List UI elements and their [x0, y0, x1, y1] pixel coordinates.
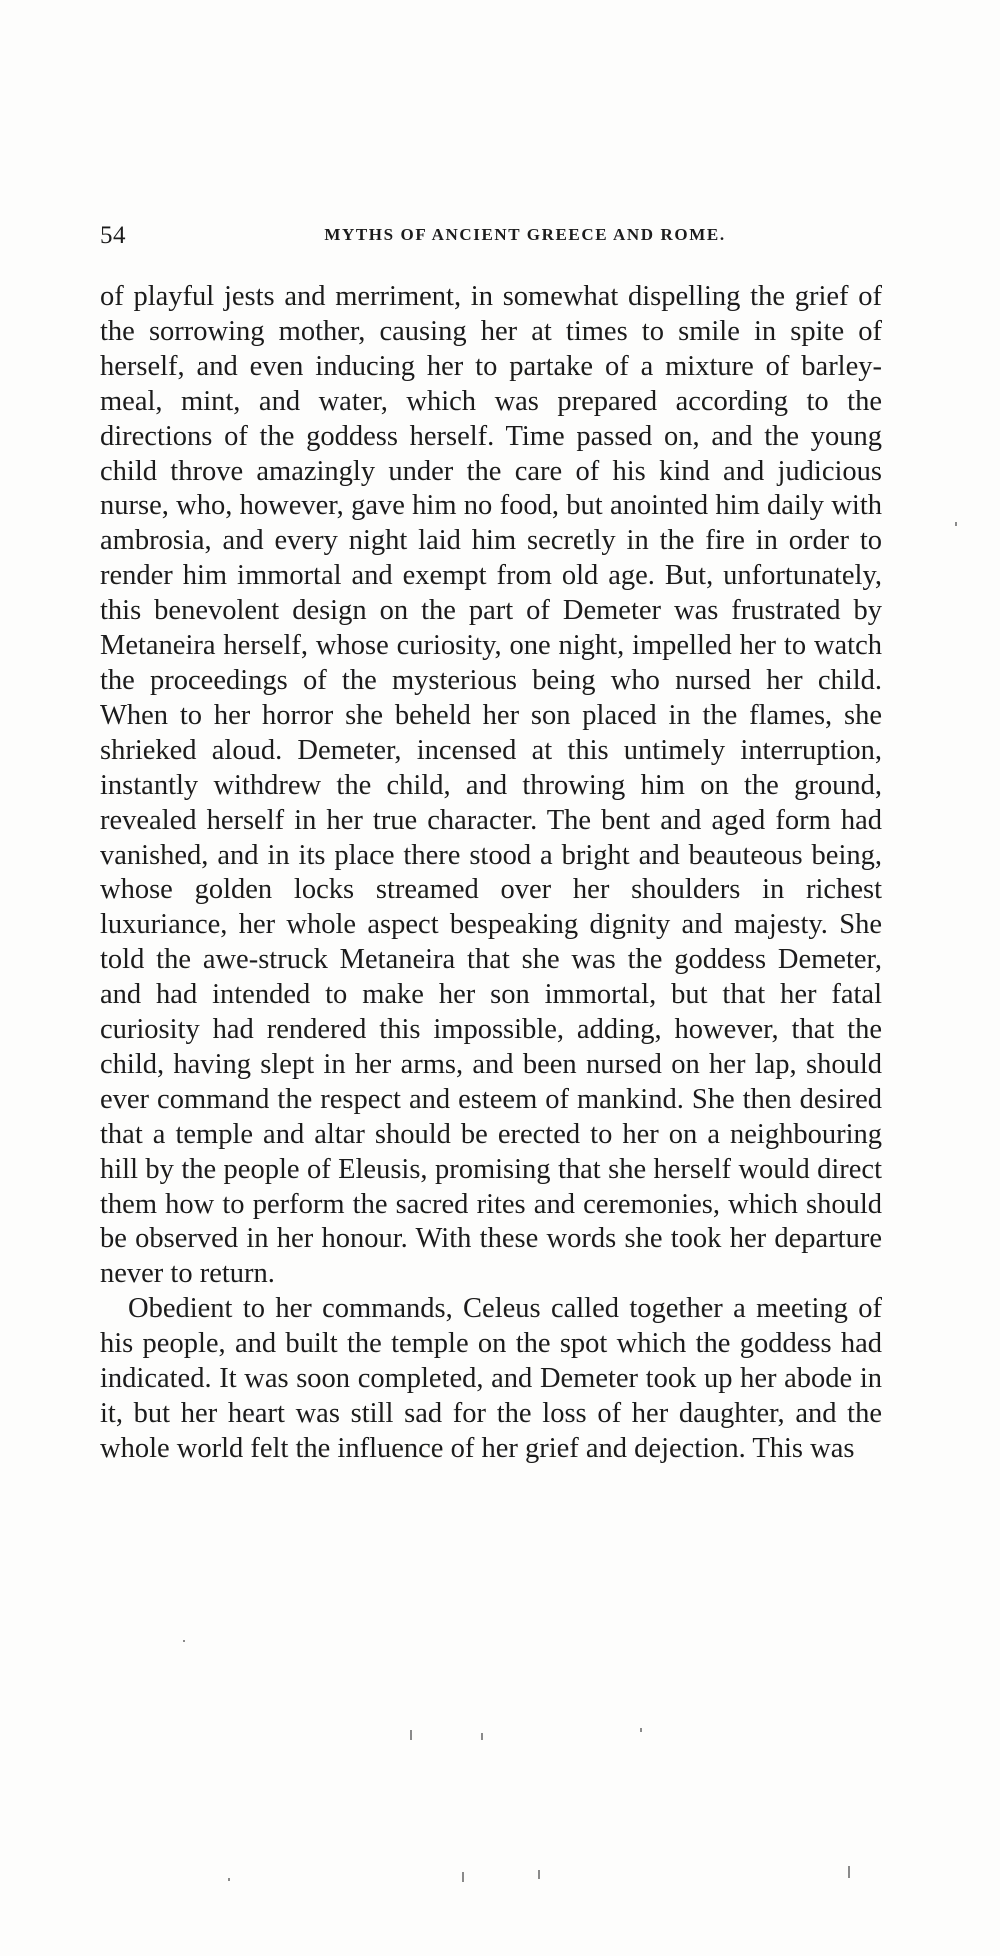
scan-speck [410, 1730, 412, 1740]
running-head: MYTHS OF ANCIENT GREECE AND ROME. [324, 225, 726, 244]
scan-speck [848, 1866, 850, 1878]
page-header [100, 222, 880, 254]
paragraph-continued: of playful jests and merriment, in somewhat dispelling the grief of the sorrowing mother, causing her at times to smile in spite of herself, and even inducing her to partake of a mixture of barley-meal, mint, and water, which was prepared according to the directions of the goddess herself. Time passed on, and the young child throve amazingly under the care of his kind and judicious nurse, who, however, gave him no food, but anointed him daily with ambrosia, and every night laid him secretly in the fire in order to render him immortal and exempt from old age. But, unfortunately, this benevolent design on the part of Demeter was frustrated by Metaneira herself, whose curiosity, one night, impelled her to watch the proceedings of the mysterious being who nursed her child. When to her horror she beheld her son placed in the flames, she shrieked aloud. Demeter, incensed at this untimely interruption, instantly withdrew the child, and throwing him on the ground, revealed herself in her true character. The bent and aged form had vanished, and in its place there stood a bright and beauteous being, whose golden locks streamed over her shoulders in richest luxuriance, her whole aspect bespeaking dignity and majesty. She told the awe-struck Metaneira that she was the goddess Demeter, and had intended to make her son immortal, but that her fatal curiosity had rendered this impossible, adding, however, that the child, having slept in her arms, and been nursed on her lap, should ever command the respect and esteem of mankind. She then desired that a temple and altar should be erected to her on a neighbouring hill by the people of Eleusis, promising that she herself would direct them how to perform the sacred rites and ceremonies, which should be observed in her honour. With these words she took her departure never to return. [100, 281, 882, 1290]
scan-speck [538, 1870, 540, 1879]
scan-speck [183, 1640, 185, 1642]
paragraph: Obedient to her commands, Celeus called together a meeting of his people, and built the temple on the spot which the goddess had indicated. It was soon completed, and Demeter took up her abode in it, but her heart was still sad for the loss of her daughter, and the whole world felt the influence of her grief and dejection. This was [100, 1293, 882, 1464]
scan-speck [228, 1878, 230, 1881]
page-number: 54 [100, 222, 126, 249]
scan-speck [481, 1733, 483, 1740]
scan-speck [955, 522, 957, 526]
body-text [100, 280, 882, 1467]
scan-speck [640, 1728, 642, 1732]
scan-speck [462, 1872, 464, 1882]
